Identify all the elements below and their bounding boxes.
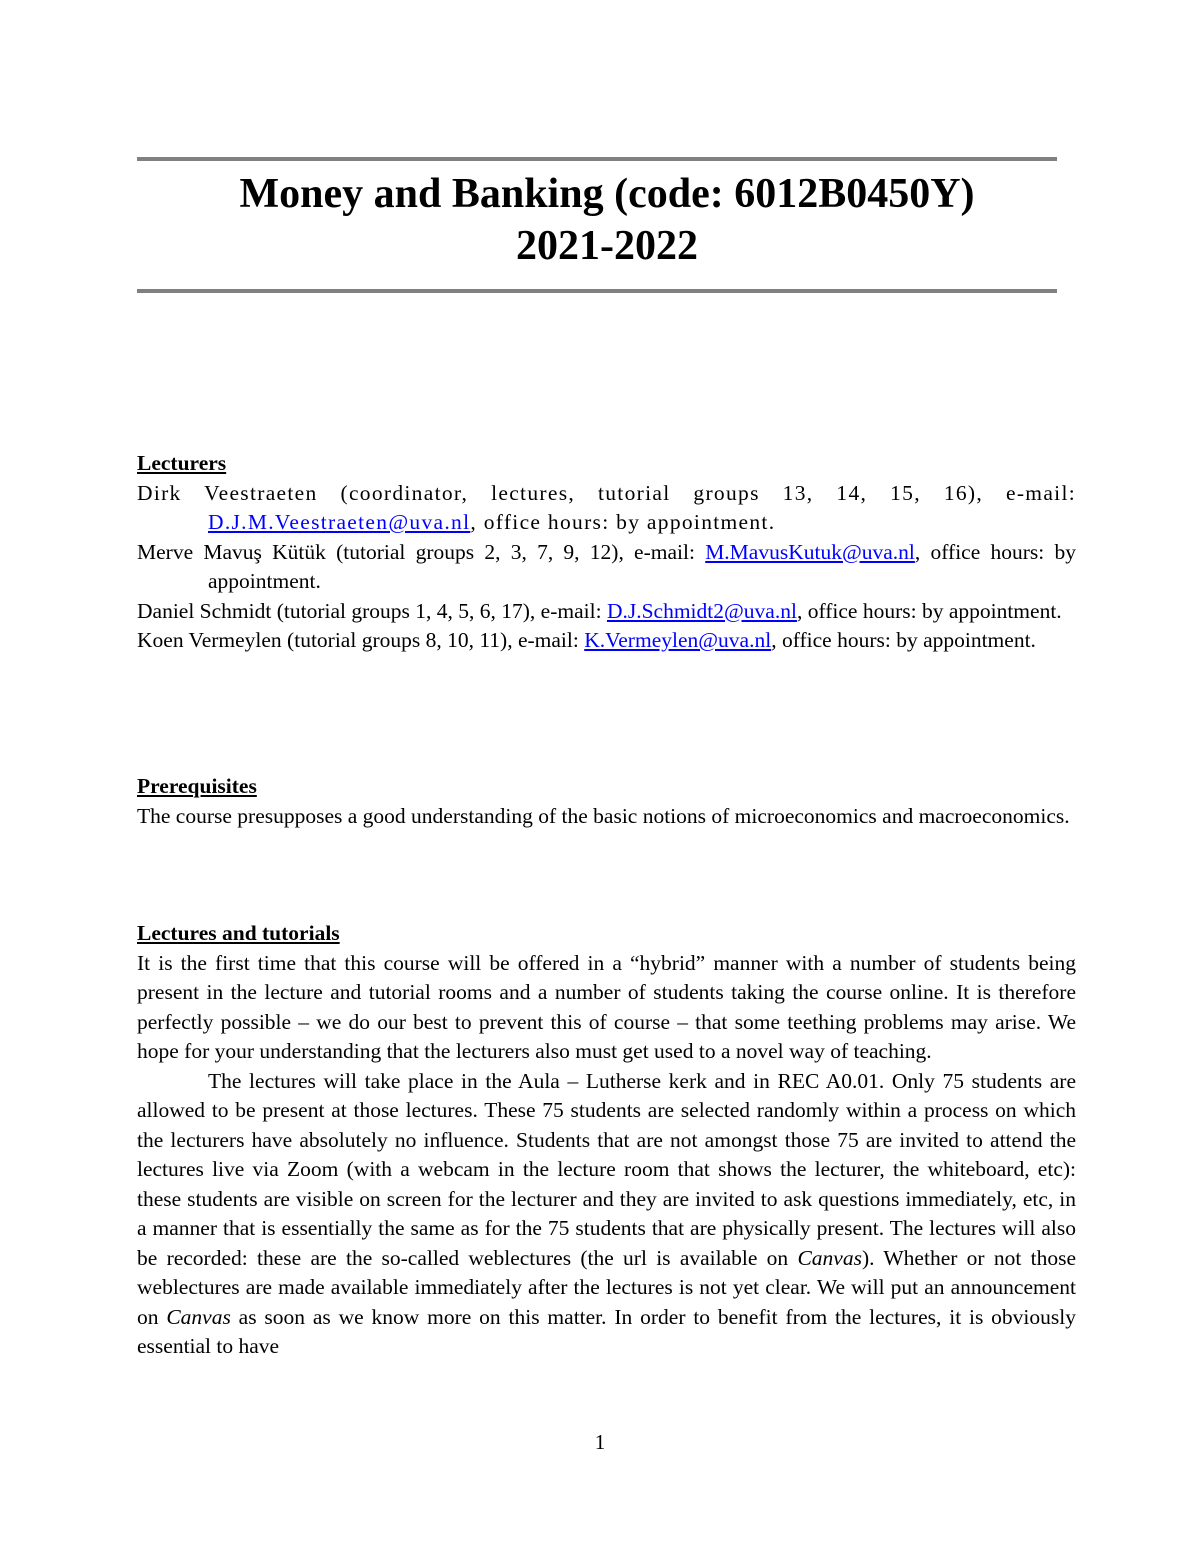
lecturer-office-hours: , office hours: by appointment. bbox=[771, 628, 1036, 652]
paragraph-text: ). Whether or not those weblectures are made available immediately after the lectures is not yet clear. We will put an announcement on bbox=[137, 1245, 1076, 1329]
lecturer-entry bbox=[137, 538, 1076, 597]
lecturer-email-link[interactable]: D.J.Schmidt2@uva.nl bbox=[606, 598, 797, 623]
page-number: 1 bbox=[594, 1430, 606, 1454]
canvas-term: Canvas bbox=[797, 1245, 862, 1270]
lecturer-entry bbox=[137, 626, 1076, 656]
lecturer-email-link[interactable]: M.MavusKutuk@uva.nl bbox=[705, 539, 915, 564]
lectures-tutorials-paragraph-2 bbox=[137, 1067, 1076, 1362]
paragraph-text: as soon as we know more on this matter. In order to benefit from the lectures, it is obviously essential to have bbox=[137, 1304, 1076, 1358]
lecturer-info: Merve Mavuş Kütük (tutorial groups 2, 3, 7, 9, 12), e-mail: bbox=[137, 539, 706, 564]
canvas-term: Canvas bbox=[166, 1304, 231, 1329]
paragraph-text: The lectures will take place in the Aula – Lutherse kerk and in REC A0.01. Only 75 students are allowed to be present at those lectures. These 75 students are selected randomly within a process on which the lecturers have absolutely no influence. Students that are not amongst those 75 are invited to attend the lectures live via Zoom (with a webcam in the lecture room that shows the lecturer, the whiteboard, etc): these students are visible on screen for the lecturer and they are invited to ask questions immediately, etc, in a manner that is essentially the same as for the 75 students that are physically present. The lectures will also be recorded: these are the so-called weblectures (the url is available on bbox=[137, 1068, 1076, 1270]
lecturer-info: Dirk Veestraeten (coordinator, lectures, tutorial groups 13, 14, 15, 16), e-mail: bbox=[137, 480, 1076, 505]
lecturer-entry bbox=[137, 597, 1076, 627]
document-title: Money and Banking (code: 6012B0450Y) bbox=[239, 171, 975, 217]
prerequisites-text: The course presupposes a good understanding of the basic notions of microeconomics and macroeconomics. bbox=[137, 803, 1070, 828]
lecturer-office-hours: , office hours: by appointment. bbox=[208, 539, 1076, 593]
lectures-tutorials-section bbox=[137, 919, 1076, 1362]
lecturer-office-hours: , office hours: by appointment. bbox=[470, 510, 776, 534]
title-top-rule bbox=[137, 157, 1057, 161]
lecturers-heading: Lecturers bbox=[137, 451, 227, 475]
lectures-tutorials-paragraph-1: It is the first time that this course will be offered in a “hybrid” manner with a number of students being present in the lecture and tutorial rooms and a number of students taking the course online. It is therefore perfectly possible – we do our best to prevent this of course – that some teething problems may arise. We hope for your understanding that the lecturers also must get used to a novel way of teaching. bbox=[137, 950, 1076, 1063]
lectures-tutorials-heading: Lectures and tutorials bbox=[137, 921, 340, 945]
lecturer-entry bbox=[137, 479, 1076, 538]
lecturer-office-hours: , office hours: by appointment. bbox=[796, 598, 1062, 623]
prerequisites-heading: Prerequisites bbox=[137, 774, 257, 798]
lecturer-email-link[interactable]: K.Vermeylen@uva.nl bbox=[584, 628, 772, 652]
document-year: 2021-2022 bbox=[516, 223, 698, 269]
title-bottom-rule bbox=[137, 289, 1057, 293]
lecturer-info: Koen Vermeylen (tutorial groups 8, 10, 11), e-mail: bbox=[137, 628, 585, 652]
prerequisites-section bbox=[137, 772, 1076, 831]
lecturer-email-link[interactable]: D.J.M.Veestraeten@uva.nl bbox=[208, 510, 471, 534]
lecturer-info: Daniel Schmidt (tutorial groups 1, 4, 5, 6, 17), e-mail: bbox=[137, 598, 607, 623]
lecturers-section bbox=[137, 449, 1076, 656]
